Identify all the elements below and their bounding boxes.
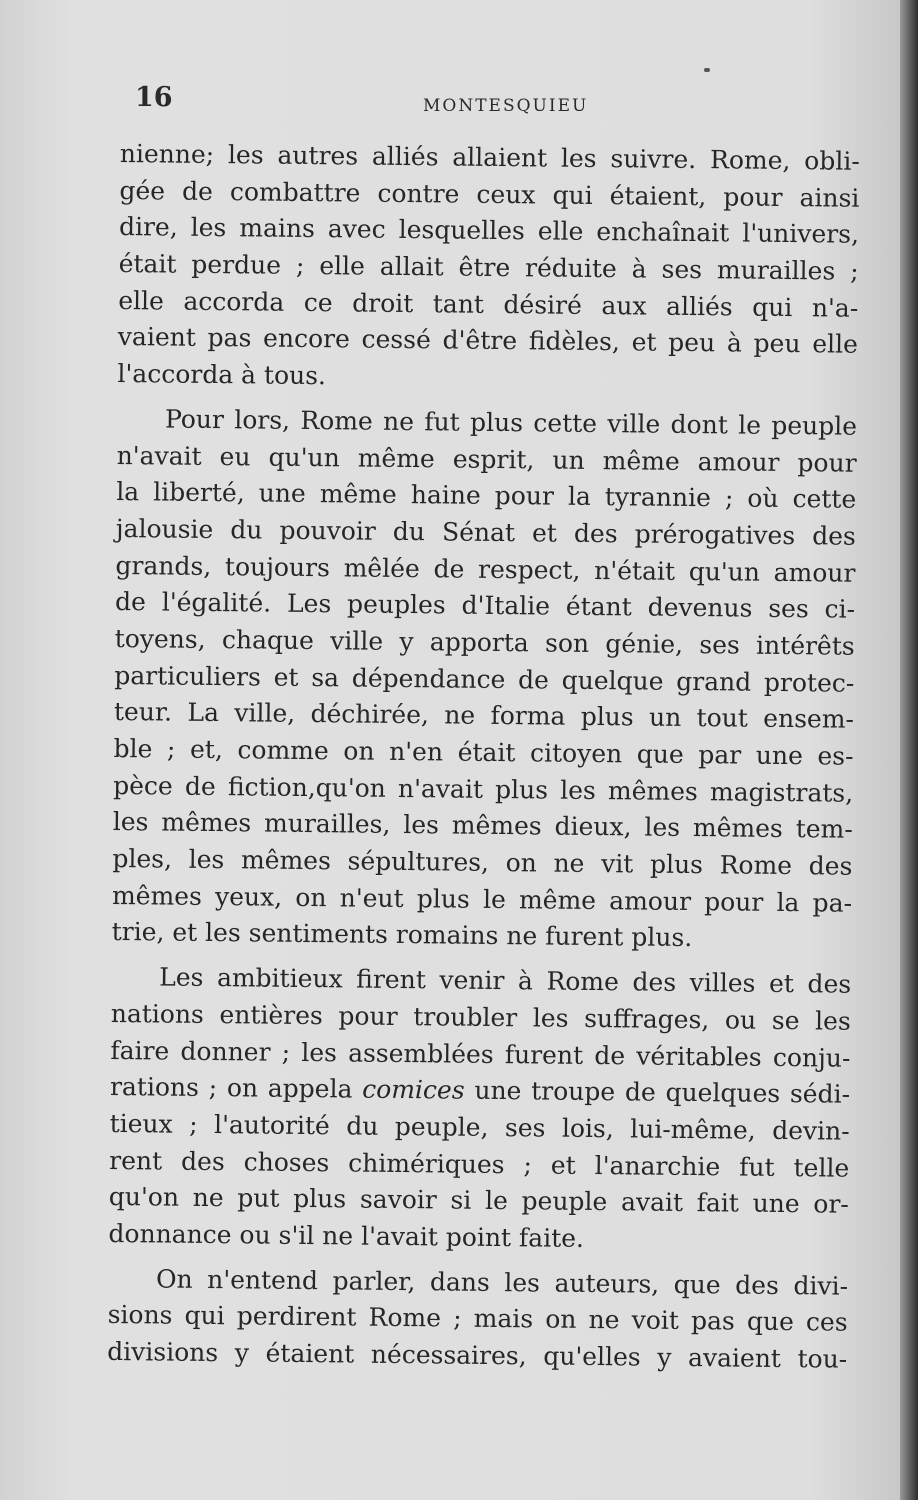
text-line: toyens, chaque ville y apporta son génie, ses intérêts — [114, 623, 855, 661]
page-header — [135, 78, 865, 118]
text-line: gée de combattre contre ceux qui étaient, pour ainsi — [119, 175, 860, 213]
text-line: l'accorda à tous. — [117, 359, 327, 391]
text-line: qu'on ne put plus savoir si le peuple avait fait une or- — [108, 1182, 850, 1219]
text-line: de l'égalité. Les peuples d'Italie étant devenus ses ci- — [114, 587, 856, 624]
text-line: teur. La ville, déchirée, ne forma plus un tout ensem- — [113, 697, 855, 735]
text-line: donnance ou s'il ne l'avait point faite. — [108, 1218, 585, 1253]
text-line: vaient pas encore cessé d'être fidèles, et peu à peu elle — [117, 322, 859, 360]
text-line: elle accorda ce droit tant désiré aux alliés qui n'a- — [118, 285, 859, 323]
italic-term: comices — [362, 1074, 465, 1105]
page-number: 16 — [135, 82, 173, 113]
text-segment: une troupe de quelques sédi- — [474, 1075, 851, 1109]
body-text — [107, 136, 860, 1378]
text-line: la liberté, une même haine pour la tyrannie ; où cette — [116, 477, 857, 514]
text-line: Les ambitieux firent venir à Rome des villes et des — [159, 962, 852, 999]
text-line: sions qui perdirent Rome ; mais on ne voit pas que ces — [107, 1300, 848, 1337]
text-line: trie, et les sentiments romains ne furent plus. — [111, 917, 693, 953]
ink-speck — [704, 68, 710, 72]
text-line: faire donner ; les assemblées furent de véritables conju- — [110, 1035, 851, 1073]
page-edge-shadow — [900, 0, 918, 1500]
text-line: mêmes yeux, on n'eut plus le même amour pour la pa- — [111, 880, 853, 918]
text-line: particuliers et sa dépendance de quelque grand protec- — [114, 660, 855, 698]
text-line: rent des choses chimériques ; et l'anarchie fut telle — [109, 1145, 850, 1183]
text-line: divisions y étaient nécessaires, qu'elles y avaient tou- — [107, 1336, 848, 1374]
text-line: les mêmes murailles, les mêmes dieux, les mêmes tem- — [112, 807, 853, 845]
text-line: jalousie du pouvoir du Sénat et des prérogatives des — [115, 513, 857, 551]
paragraph-2 — [111, 401, 857, 959]
running-head: MONTESQUIEU — [423, 96, 589, 116]
paragraph-1 — [117, 136, 860, 401]
text-line: était perdue ; elle allait être réduite à ses murailles ; — [118, 249, 859, 286]
text-line: dire, les mains avec lesquelles elle enchaînait l'univers, — [118, 212, 860, 250]
text-line: grands, toujours mêlée de respect, n'était qu'un amour — [115, 550, 856, 588]
text-line: nations entières pour troubler les suffrages, ou se les — [110, 998, 851, 1036]
text-line: nienne; les autres alliés allaient les suivre. Rome, obli- — [119, 138, 860, 176]
text-line: tieux ; l'autorité du peuple, ses lois, lui-même, devin- — [109, 1108, 850, 1146]
text-line: pèce de fiction,qu'on n'avait plus les mêmes magistrats, — [113, 770, 854, 808]
text-line: ble ; et, comme on n'en était citoyen que par une es- — [113, 733, 854, 771]
text-line: ples, les mêmes sépultures, on ne vit plus Rome des — [112, 844, 853, 881]
text-segment: rations ; on appela — [109, 1072, 353, 1104]
text-line: Pour lors, Rome ne fut plus cette ville dont le peuple — [164, 404, 858, 441]
paragraph-4 — [107, 1261, 848, 1379]
paragraph-3 — [108, 959, 851, 1260]
text-line: n'avait eu qu'un même esprit, un même amour pour — [116, 440, 857, 478]
text-line: On n'entend parler, dans les auteurs, que des divi- — [155, 1264, 849, 1301]
